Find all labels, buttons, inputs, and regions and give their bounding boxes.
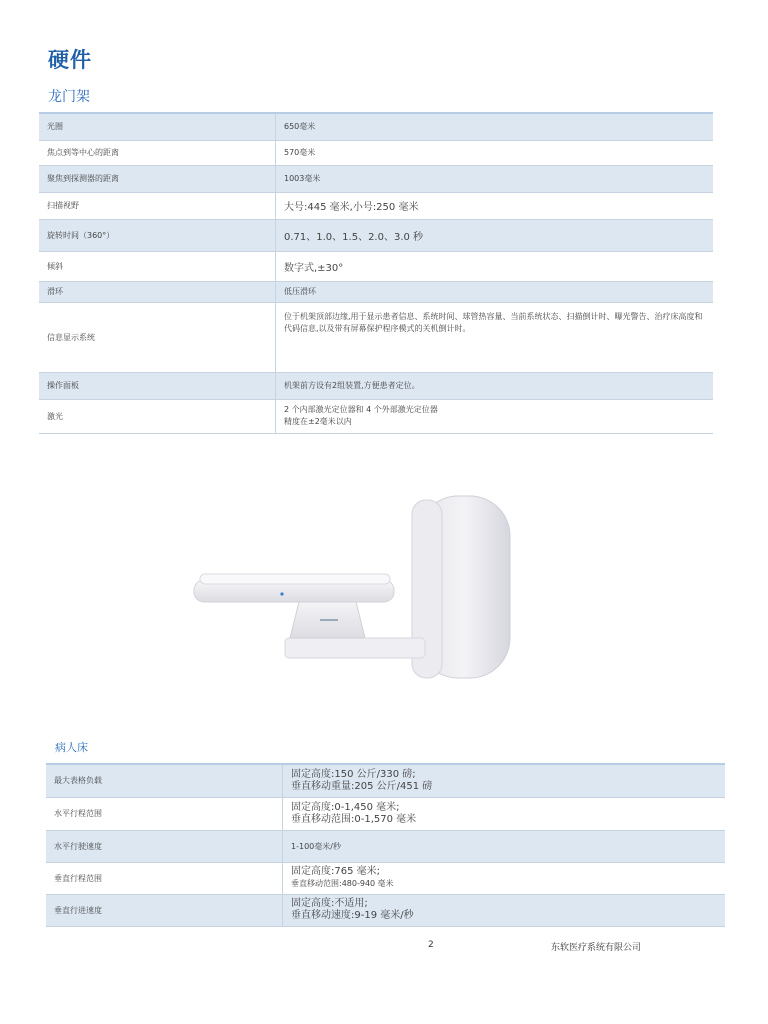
spec-value-line: 固定高度:0-1,450 毫米; bbox=[291, 801, 400, 813]
spec-label: 倾斜 bbox=[39, 251, 276, 281]
spec-value: 大号:445 毫米,小号:250 毫米 bbox=[276, 192, 714, 219]
table-row bbox=[46, 894, 725, 926]
table-row bbox=[39, 192, 713, 219]
spec-value: 650毫米 bbox=[276, 113, 714, 140]
table-row bbox=[46, 830, 725, 862]
table-row bbox=[46, 764, 725, 797]
spec-value: 1-100毫米/秒 bbox=[283, 830, 726, 862]
ct-scanner-image bbox=[190, 488, 530, 698]
spec-value bbox=[283, 894, 726, 926]
spec-label: 信息显示系统 bbox=[39, 302, 276, 372]
gantry-spec-table bbox=[39, 112, 713, 434]
spec-label: 激光 bbox=[39, 399, 276, 433]
spec-label: 滑环 bbox=[39, 281, 276, 302]
spec-value-line: 固定高度:765 毫米; bbox=[291, 866, 381, 877]
spec-value: 0.71、1.0、1.5、2.0、3.0 秒 bbox=[276, 219, 714, 251]
page-title: 硬件 bbox=[48, 48, 92, 72]
spec-value: 位于机架顶部边缘,用于显示患者信息、系统时间、球管热容量、当前系统状态、扫描倒计时、曝光警告、治疗床高度和代码信息,以及带有屏幕保护程序模式的关机倒计时。 bbox=[276, 302, 714, 372]
spec-label: 聚焦到探测器的距离 bbox=[39, 165, 276, 192]
spec-value bbox=[276, 399, 714, 433]
spec-label: 最大表格负载 bbox=[46, 764, 283, 797]
spec-value: 1003毫米 bbox=[276, 165, 714, 192]
couch-spec-table bbox=[46, 763, 725, 927]
table-row bbox=[46, 862, 725, 894]
spec-value: 570毫米 bbox=[276, 140, 714, 165]
table-row bbox=[39, 219, 713, 251]
spec-value-line: 2 个内部激光定位器和 4 个外部激光定位器 bbox=[284, 405, 438, 414]
spec-label: 水平行驶速度 bbox=[46, 830, 283, 862]
table-row bbox=[39, 113, 713, 140]
spec-label: 垂直行进速度 bbox=[46, 894, 283, 926]
spec-value-line: 固定高度:不适用; bbox=[291, 898, 368, 909]
spec-label: 水平行程范围 bbox=[46, 797, 283, 830]
page-number: 2 bbox=[428, 940, 434, 950]
spec-value-line: 固定高度:150 公斤/330 磅; bbox=[291, 768, 416, 780]
table-row bbox=[46, 797, 725, 830]
spec-label: 焦点到等中心的距离 bbox=[39, 140, 276, 165]
table-row bbox=[39, 165, 713, 192]
spec-label: 扫描视野 bbox=[39, 192, 276, 219]
spec-value-line: 垂直移动范围:480-940 毫米 bbox=[291, 879, 394, 888]
spec-label: 垂直行程范围 bbox=[46, 862, 283, 894]
spec-value-line: 垂直移动范围:0-1,570 毫米 bbox=[291, 813, 417, 825]
table-row bbox=[39, 372, 713, 399]
company-name: 东软医疗系统有限公司 bbox=[551, 943, 642, 953]
spec-value bbox=[283, 862, 726, 894]
section-heading-gantry: 龙门架 bbox=[48, 89, 90, 105]
table-row bbox=[39, 281, 713, 302]
spec-value: 低压滑环 bbox=[276, 281, 714, 302]
spec-value-line: 垂直移动重量:205 公斤/451 磅 bbox=[291, 780, 433, 792]
section-heading-couch: 病人床 bbox=[55, 741, 88, 754]
spec-value: 机架前方设有2组装置,方便患者定位。 bbox=[276, 372, 714, 399]
spec-value-line: 精度在±2毫米以内 bbox=[284, 417, 352, 426]
spec-value-line: 垂直移动速度:9-19 毫米/秒 bbox=[291, 910, 414, 921]
spec-label: 操作面板 bbox=[39, 372, 276, 399]
spec-value bbox=[283, 797, 726, 830]
table-row bbox=[39, 399, 713, 433]
table-row bbox=[39, 302, 713, 372]
spec-label: 光圈 bbox=[39, 113, 276, 140]
spec-value bbox=[283, 764, 726, 797]
table-row bbox=[39, 251, 713, 281]
spec-value: 数字式,±30° bbox=[276, 251, 714, 281]
table-row bbox=[39, 140, 713, 165]
spec-label: 旋转时间（360°） bbox=[39, 219, 276, 251]
